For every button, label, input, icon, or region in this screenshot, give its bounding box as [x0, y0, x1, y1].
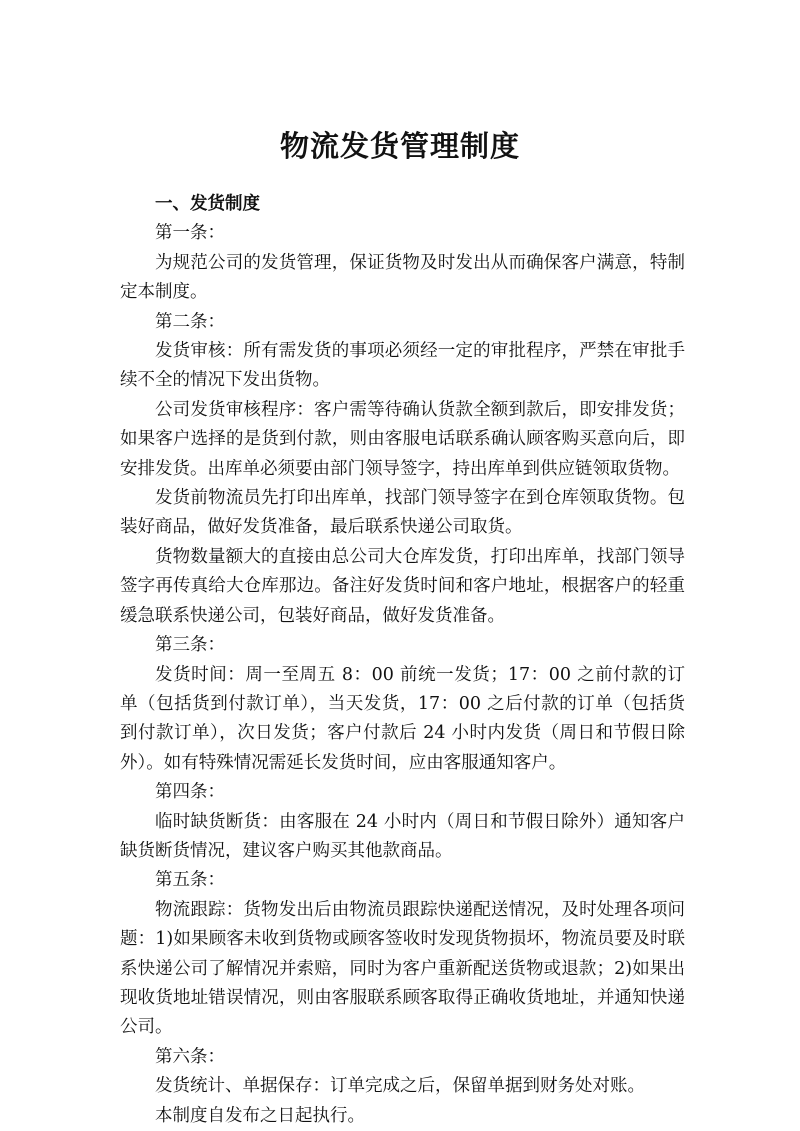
paragraph: 为规范公司的发货管理，保证货物及时发出从而确保客户满意，特制定本制度。: [120, 252, 685, 303]
paragraph: 本制度自发布之日起执行。: [155, 1105, 365, 1126]
document-body: [120, 190, 685, 1131]
article-heading: 第六条：: [155, 1046, 225, 1067]
section-heading: 一、发货制度: [155, 194, 260, 214]
page-title: 物流发货管理制度: [279, 129, 520, 163]
paragraph: 公司发货审核程序：客户需等待确认货款全额到款后，即安排发货；如果客户选择的是货到付款，则由客服电话联系确认顾客购买意向后，即安排发货。出库单必须要由部门领导签字，持出库单到供应链领取货物。: [120, 399, 685, 479]
paragraph: 发货时间：周一至周五 8：00 前统一发货；17：00 之前付款的订单（包括货到付款订单），当天发货，17：00 之后付款的订单（包括货到付款订单），次日发货；客户付款后 24 小时内发货（周日和节假日除外）。如有特殊情况需延长发货时间，应由客服通知客户。: [120, 664, 685, 773]
paragraph: 发货审核：所有需发货的事项必须经一定的审批程序，严禁在审批手续不全的情况下发出货物。: [120, 341, 685, 391]
article-heading: 第三条：: [155, 635, 225, 656]
paragraph: 物流跟踪：货物发出后由物流员跟踪快递配送情况，及时处理各项问题：1)如果顾客未收到货物或顾客签收时发现货物损坏，物流员要及时联系快递公司了解情况并索赔，同时为客户重新配送货物或退款；2)如果出现收货地址错误情况，则由客服联系顾客取得正确收货地址，并通知快递公司。: [120, 899, 685, 1038]
article-heading: 第四条：: [155, 782, 225, 803]
article-heading: 第二条：: [155, 311, 225, 332]
paragraph: 货物数量额大的直接由总公司大仓库发货，打印出库单，找部门领导签字再传真给大仓库那边。备注好发货时间和客户地址，根据客户的轻重缓急联系快递公司，包装好商品，做好发货准备。: [120, 546, 685, 626]
paragraph: 发货前物流员先打印出库单，找部门领导签字在到仓库领取货物。包装好商品，做好发货准备，最后联系快递公司取货。: [120, 488, 685, 538]
paragraph: 临时缺货断货：由客服在 24 小时内（周日和节假日除外）通知客户缺货断货情况，建议客户购买其他款商品。: [120, 811, 685, 861]
article-heading: 第一条：: [155, 223, 225, 244]
paragraph: 发货统计、单据保存：订单完成之后，保留单据到财务处对账。: [155, 1076, 645, 1097]
article-heading: 第五条：: [155, 870, 225, 891]
